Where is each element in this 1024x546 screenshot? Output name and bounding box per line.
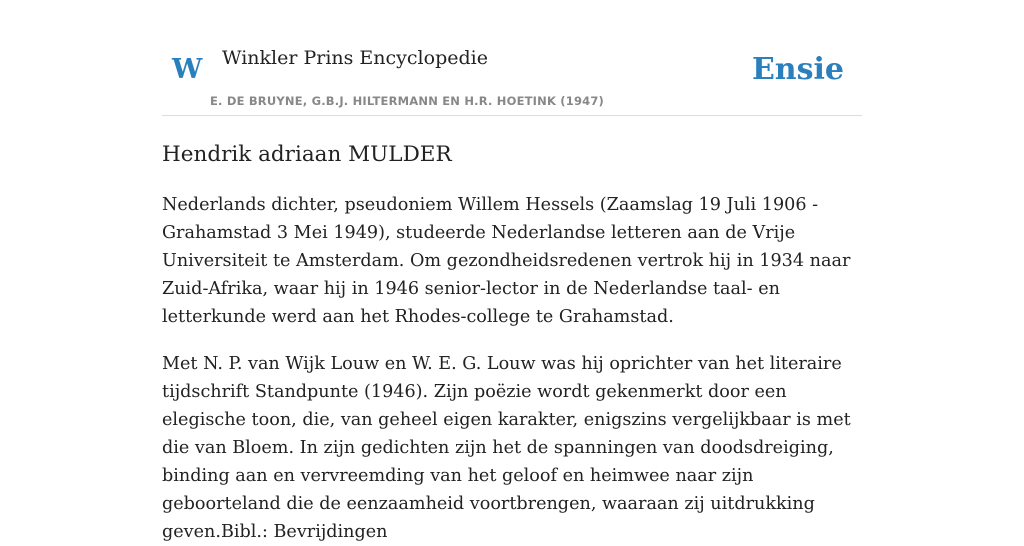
brand-logo[interactable]: Ensie <box>751 52 844 87</box>
article-page <box>162 0 862 542</box>
article-paragraph: Met N. P. van Wijk Louw en W. E. G. Louw was hij oprichter van het literaire tijdschrift Standpunte (1946). Zijn poëzie wordt gekenmerkt door een elegische toon, die, van geheel eigen karakter, enigszins vergelijkbaar is met die van Bloem. In zijn gedichten zijn het de spanningen van doodsdreiging, binding aan en vervreemding van het geloof en heimwee naar zijn geboorteland die de eenzaamheid voortbrengen, waaraan zij uitdrukking geven.Bibl.: Bevrijdingen <box>162 354 851 542</box>
article-title: Hendrik adriaan MULDER <box>162 142 452 167</box>
publication-logo-icon[interactable]: W <box>172 54 203 85</box>
article-header <box>162 0 862 116</box>
article-paragraph: Nederlands dichter, pseudoniem Willem Hessels (Zaamslag 19 Juli 1906 - Grahamstad 3 Mei 1949), studeerde Nederlandse letteren aan de Vrije Universiteit te Amsterdam. Om gezondheidsredenen vertrok hij in 1934 naar Zuid-Afrika, waar hij in 1946 senior-lector in de Nederlandse taal- en letterkunde werd aan het Rhodes-college te Grahamstad. <box>162 195 851 327</box>
publication-title[interactable]: Winkler Prins Encyclopedie <box>222 47 488 69</box>
publication-authors: E. DE BRUYNE, G.B.J. HILTERMANN EN H.R. HOETINK (1947) <box>210 94 605 108</box>
